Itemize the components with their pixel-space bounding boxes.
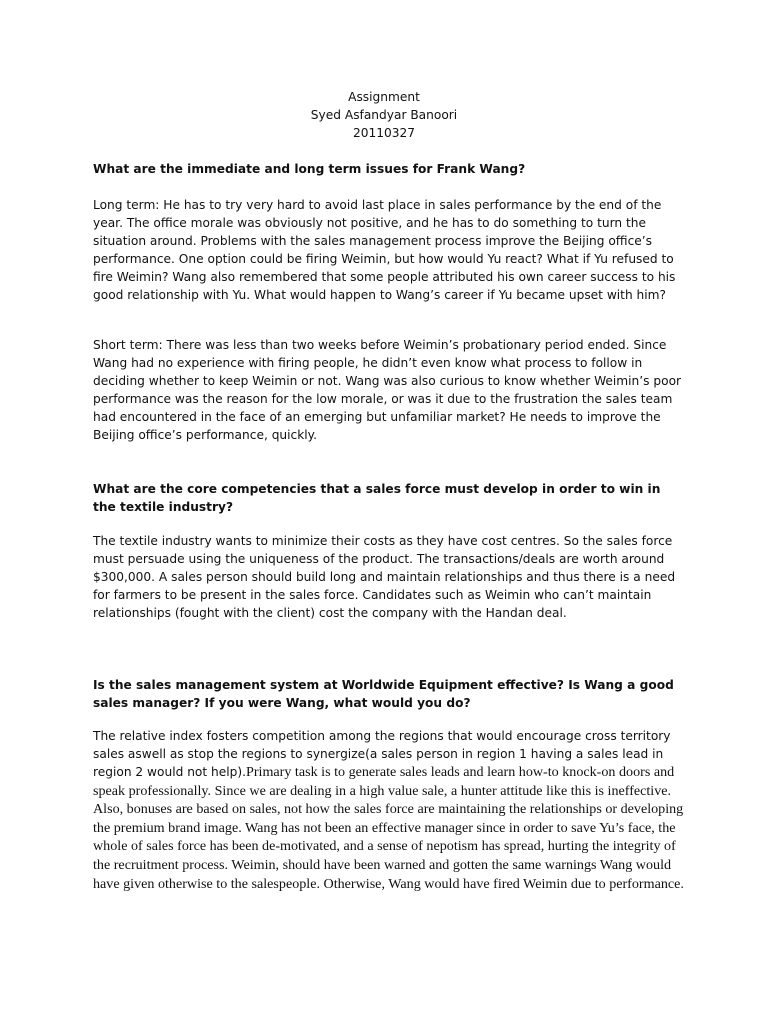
document-title: Assignment [348, 90, 420, 104]
answer-3 [93, 727, 685, 893]
document-header [0, 88, 768, 142]
author-name: Syed Asfandyar Banoori [310, 108, 458, 122]
answer-1-short-term: Short term: There was less than two weeks before Weimin’s probationary period ended. Since Wang had no experience with firing people, he didn’t even know what process to follow in deciding whether to keep Weimin or not. Wang was also curious to know whether Weimin’s poor performance was the reason for the low morale, or was it due to the frustration the sales team had encountered in the face of an emerging but unfamiliar market? He needs to improve the Beijing office’s performance, quickly. [93, 338, 682, 442]
question-3: Is the sales management system at Worldwide Equipment effective? Is Wang a good sales manager? If you were Wang, what would you do? [93, 678, 674, 710]
answer-3-part-2: Primary task is to generate sales leads and learn how-to knock-on doors and speak professionally. Since we are dealing in a high value sale, a hunter attitude like this is ineffective. Also, bonuses are based on sales, not how the sales force are maintaining the relationships or developing the premium brand image. Wang has not been an effective manager since in order to save Yu’s face, the whole of sales force has been de-motivated, and a sense of nepotism has spread, hurting the integrity of the recruitment process. Weimin, should have been warned and gotten the same warnings Wang would have given otherwise to the salespeople. Otherwise, Wang would have fired Weimin due to performance. [93, 764, 684, 892]
question-1: What are the immediate and long term issues for Frank Wang? [93, 162, 526, 176]
answer-1-long-term: Long term: He has to try very hard to avoid last place in sales performance by the end of the year. The office morale was obviously not positive, and he has to do something to turn the situation around. Problems with the sales management process improve the Beijing office’s performance. One option could be firing Weimin, but how would Yu react? What if Yu refused to fire Weimin? Wang also remembered that some people attributed his own career success to his good relationship with Yu. What would happen to Wang’s career if Yu became upset with him? [93, 198, 676, 302]
question-2: What are the core competencies that a sales force must develop in order to win in the textile industry? [93, 482, 661, 514]
answer-2: The textile industry wants to minimize their costs as they have cost centres. So the sales force must persuade using the uniqueness of the product. The transactions/deals are worth around $300,000. A sales person should build long and maintain relationships and thus there is a need for farmers to be present in the sales force. Candidates such as Weimin who can’t maintain relationships (fought with the client) cost the company with the Handan deal. [93, 534, 676, 620]
answer-3-part-1: The relative index fosters competition among the regions that would encourage cross territory sales aswell as stop the regions to synergize(a sales person in region 1 having a sales lead in region 2 would not help). [93, 729, 671, 779]
student-id: 20110327 [352, 126, 416, 140]
